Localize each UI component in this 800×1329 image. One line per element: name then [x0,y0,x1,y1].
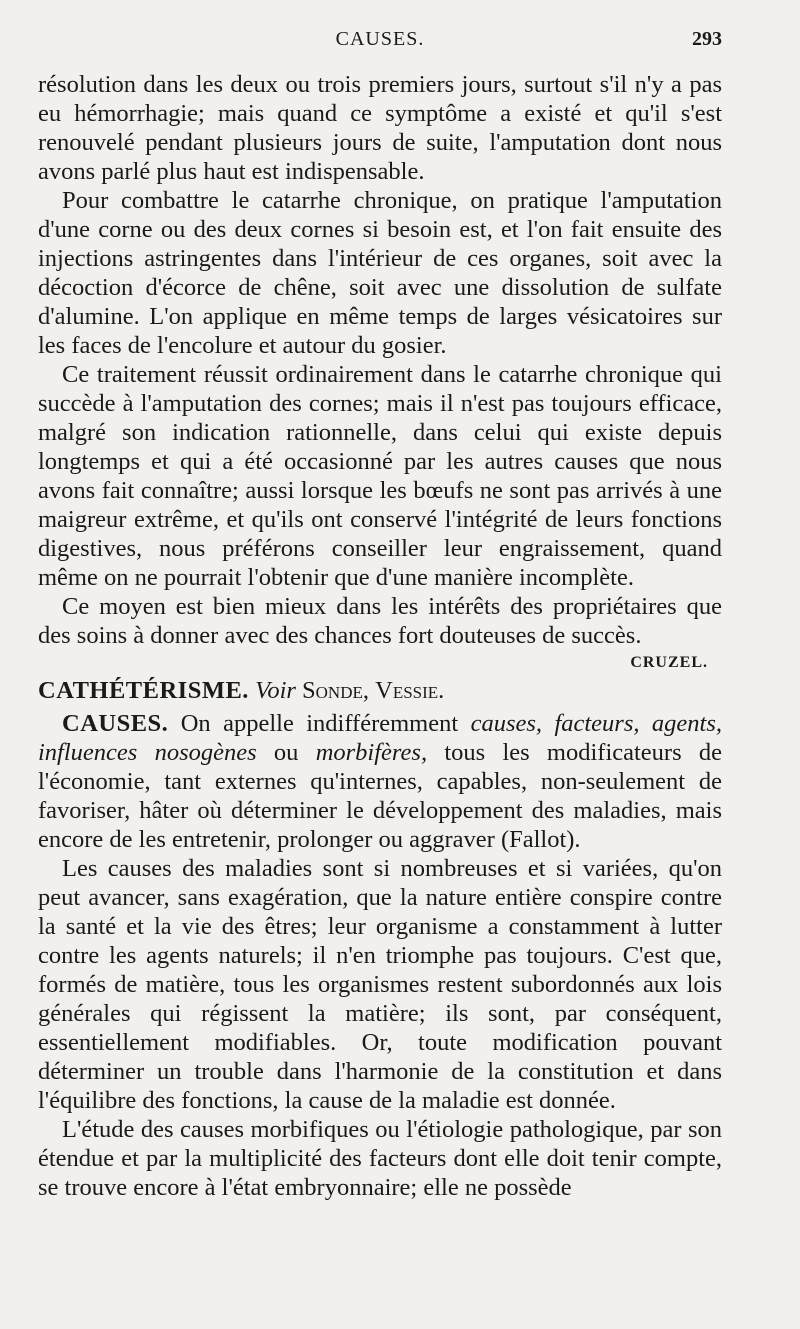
separator: , [362,677,376,704]
entry-italic: morbifères, [315,739,428,766]
paragraph: Ce traitement réussit ordinairement dans le catarrhe chronique qui succède à l'amputation des cornes; mais il n'est pas toujours efficace, malgré son indication rationnelle, dans celui qui existe depuis longtemps et qui a été occasionné par les autres causes que nous avons fait connaître; aussi lorsque les bœufs ne sont pas arrivés à une maigreur extrême, et qu'ils ont conservé l'intégrité de leurs fonctions digestives, nous préférons conseiller leur engraissement, quand même on ne pourrait l'obtenir que d'une manière incomplète. [38,361,722,591]
entry-catheterisme [38,676,722,705]
entry-term: CAUSES. [62,710,169,737]
entry-text: On appelle indifféremment [168,710,471,737]
see-also-label: Voir [255,677,296,704]
author-signature: CRUZEL. [630,654,708,671]
page-header [38,28,722,60]
paragraph: Pour combattre le catarrhe chronique, on pratique l'amputation d'une corne ou des deux cornes si besoin est, et l'on fait ensuite des injections astringentes dans l'intérieur de ces organes, soit avec la décoction d'écorce de chêne, soit avec une dissolution de sulfate d'alumine. L'on applique en même temps de larges vésicatoires sur les faces de l'encolure et autour du gosier. [38,187,722,359]
cross-reference-sonde: Sonde [302,677,363,704]
terminator: . [438,677,445,704]
paragraph: résolution dans les deux ou trois premiers jours, surtout s'il n'y a pas eu hémorrhagie; mais quand ce symptôme a existé et qu'il s'est renouvelé pendant plusieurs jours de suite, l'amputation dont nous avons parlé plus haut est indispensable. [38,71,722,185]
paragraph: Les causes des maladies sont si nombreuses et si variées, qu'on peut avancer, sans exagération, que la nature entière conspire contre la santé et la vie des êtres; leur organisme a constamment à lutter contre les agents naturels; il n'en triomphe pas toujours. C'est que, formés de matière, tous les organismes restent subordonnés aux lois générales qui régissent la matière; ils sont, par conséquent, essentiellement modifiables. Or, toute modification pouvant déterminer un trouble dans l'harmonie de la constitution et dans l'équilibre des fonctions, la cause de la maladie est donnée. [38,855,722,1114]
running-head: CAUSES. [335,28,425,50]
entry-text: ou [256,739,316,766]
paragraph: Ce moyen est bien mieux dans les intérêts des propriétaires que des soins à donner avec des chances fort douteuses de succès. [38,593,722,649]
page-number: 293 [692,28,722,50]
main-text [38,70,722,1202]
paragraph: L'étude des causes morbifiques ou l'étiologie pathologique, par son étendue et par la multiplicité des facteurs dont elle doit tenir compte, se trouve encore à l'état embryonnaire; elle ne possède [38,1116,722,1201]
entry-text: tous les modificateurs de l'économie, tant externes qu'internes, capables, non-seulement de favoriser, hâter où déterminer le développement des maladies, mais encore de les entretenir, prolonger ou aggraver (Fallot). [38,739,723,853]
entry-term: CATHÉTÉRISME. [38,677,249,704]
cross-reference-vessie: Vessie [375,677,439,704]
entry-italic: causes, facteurs, agents, influences nosogènes [38,710,723,766]
entry-causes [38,709,722,854]
